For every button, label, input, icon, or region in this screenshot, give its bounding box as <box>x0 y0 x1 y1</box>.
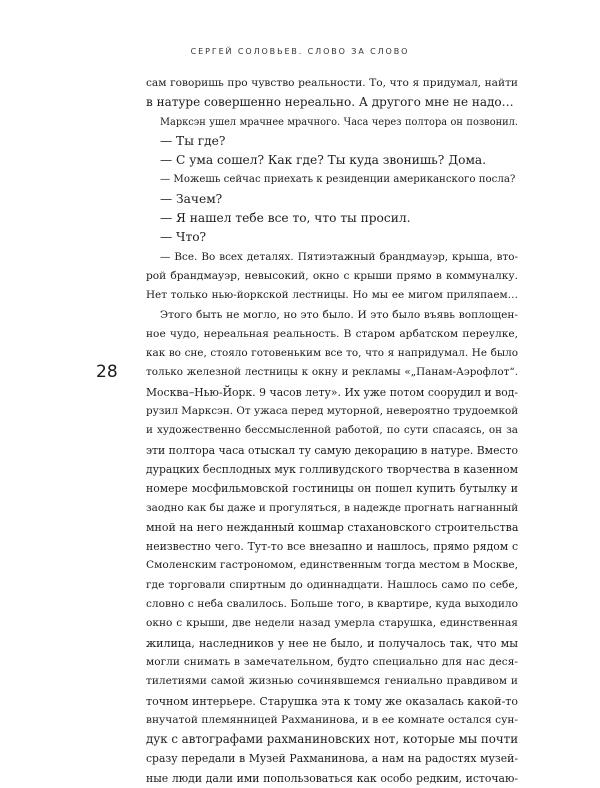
dialogue-line: — Можешь сейчас приехать к резиденции американского посла? <box>160 174 516 186</box>
text-line: тилетиями самой жизнью сочинявшемся гениально правдивом и <box>146 675 518 688</box>
text-line: в натуре совершенно нереально. А другого мне не надо… <box>146 95 514 110</box>
text-line: точном интерьере. Старушка эта к тому же оказалась какой-то <box>146 694 518 708</box>
dialogue-line: — Что? <box>160 230 207 245</box>
text-line: эти полтора часа отыскал ту самую декорацию в натуре. Вместо <box>146 443 518 457</box>
text-line: мной на него нежданный кошмар стахановского строительства <box>146 520 519 534</box>
text-line: номере мосфильмовской гостиницы он пошел купить бутылку и <box>146 482 518 496</box>
dialogue-line: — Все. Во всех деталях. Пятиэтажный брандмауэр, крыша, вто- <box>160 250 518 263</box>
text-line: сразу передали в Музей Рахманинова, а нам на радостях музей- <box>146 752 518 766</box>
text-line: сам говоришь про чувство реальности. То, что я придумал, найти <box>146 77 518 89</box>
text-line: дурацких бесплодных мук голливудского творчества в казенном <box>146 462 518 476</box>
text-line: Смоленским гастрономом, единственным тогда местом в Москве, <box>146 559 518 572</box>
text-line: заодно как бы даже и прогуляться, в надежде прогнать нагнанный <box>146 501 519 514</box>
text-line: ные люди дали ими попользоваться как особо редким, источаю- <box>146 771 518 785</box>
dialogue-line: — Я нашел тебе все то, что ты просил. <box>160 211 411 226</box>
body-text <box>146 74 518 788</box>
text-line: неизвестно чего. Тут-то все внезапно и нашлось, прямо рядом с <box>146 540 518 554</box>
text-line: Марксэн ушел мрачнее мрачного. Часа через полтора он позвонил. <box>160 116 518 128</box>
text-line: Этого быть не могло, но это было. И это было въявь воплощен- <box>160 308 518 321</box>
running-head: СЕРГЕЙ СОЛОВЬЕВ. СЛОВО ЗА СЛОВО <box>190 47 410 56</box>
text-line: Москва–Нью-Йорк. 9 часов лету». Их уже потом соорудил и вод- <box>146 385 518 399</box>
dialogue-line: — Зачем? <box>160 191 223 206</box>
text-line: и художественно бессмысленной работой, по сути спасаясь, он за <box>146 424 518 437</box>
text-line: рузил Марксэн. От ужаса перед муторной, невероятно трудоемкой <box>146 405 519 418</box>
page-number: 28 <box>96 362 118 382</box>
text-line: могли снимать в замечательном, будто специально для нас деся- <box>146 655 518 668</box>
dialogue-line: — Ты где? <box>160 133 226 148</box>
text-line: внучатой племянницей Рахманинова, и в ее комнате остался сун- <box>146 713 518 726</box>
dialogue-line: — С ума сошел? Как где? Ты куда звонишь? Дома. <box>160 153 487 168</box>
text-line: словно с неба свалилось. Больше того, в квартире, куда выходило <box>146 598 518 611</box>
text-line: где торговали спиртным до одиннадцати. Нашлось само по себе, <box>146 578 518 591</box>
text-line: жилица, наследников у нее не было, и получалось так, что мы <box>146 636 518 650</box>
text-line: дук с автографами рахманиновских нот, которые мы почти <box>146 732 519 747</box>
text-line: окно с крыши, две недели назад умерла старушка, единственная <box>146 617 518 630</box>
text-line: как во сне, стояло готовеньким все то, что я напридумал. Не было <box>146 347 518 360</box>
text-line: рой брандмауэр, невысокий, окно с крыши прямо в коммуналку. <box>146 269 518 282</box>
text-line: Нет только нью-йоркской лестницы. Но мы ее мигом приляпаем… <box>146 289 518 302</box>
text-line: ное чудо, нереальная реальность. В старом арбатском переулке, <box>146 327 518 340</box>
text-line: только железной лестницы к окну и рекламы «„Панам-Аэрофлот“. <box>146 366 518 379</box>
